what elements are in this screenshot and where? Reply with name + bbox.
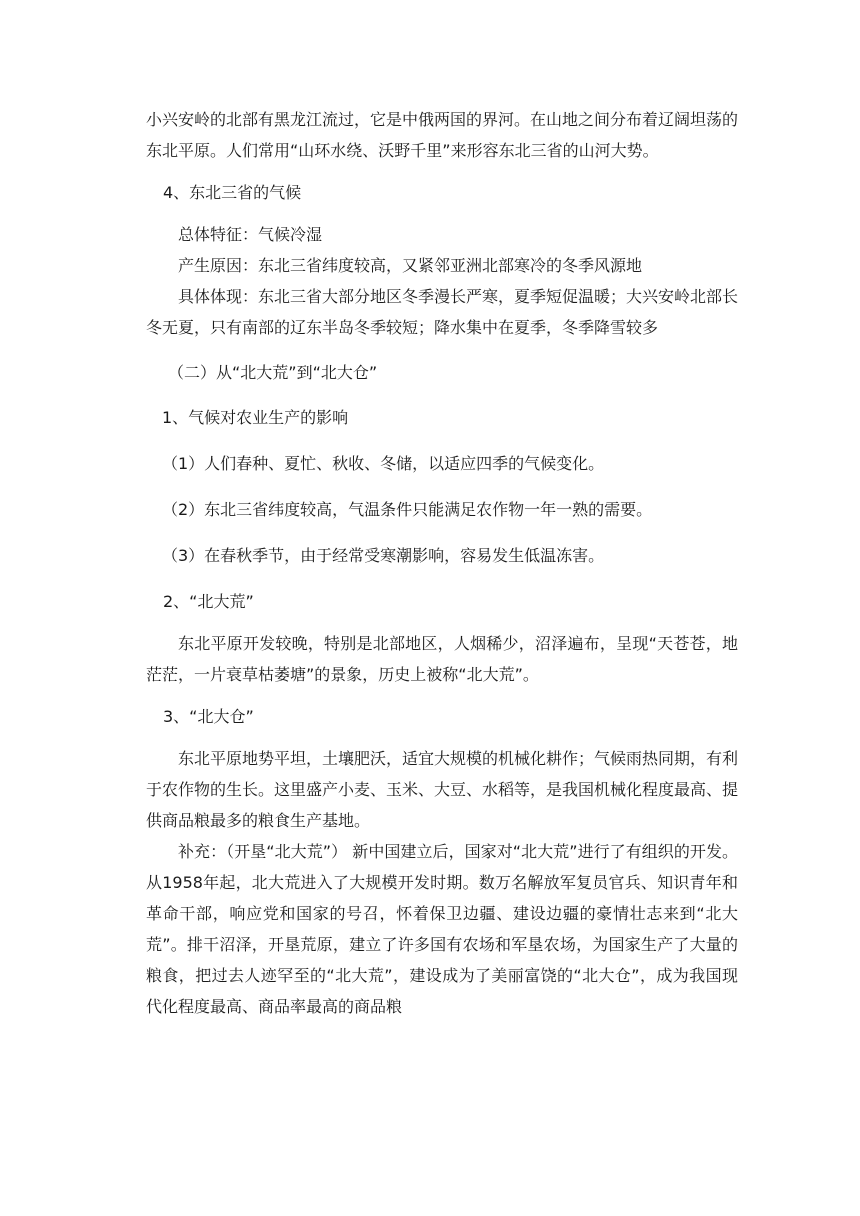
paragraph-beidacang: 东北平原地势平坦，土壤肥沃，适宜大规模的机械化耕作；气候雨热同期，有利于农作物的生长。这里盛产小麦、玉米、大豆、水稻等，是我国机械化程度最高、提供商品粮最多的粮食生产基地。 (146, 749, 739, 830)
list-item-3: （3）在春秋季节，由于经常受寒潮影响，容易发生低温冻害。 (162, 546, 605, 565)
list-item-1: （1）人们春种、夏忙、秋收、冬储，以适应四季的气候变化。 (162, 454, 605, 473)
heading-climate: 4、东北三省的气候 (163, 183, 302, 202)
climate-cause: 产生原因：东北三省纬度较高，又紧邻亚洲北部寒冷的冬季风源地 (178, 256, 643, 275)
climate-detail: 具体体现：东北三省大部分地区冬季漫长严寒，夏季短促温暖；大兴安岭北部长冬无夏，只有南部的辽东半岛冬季较短；降水集中在夏季，冬季降雪较多 (146, 287, 739, 337)
heading-beidacang: 3、“北大仓” (163, 707, 254, 726)
paragraph-supplement: 补充：（开垦“北大荒”） 新中国建立后，国家对“北大荒”进行了有组织的开发。从1958年起，北大荒进入了大规模开发时期。数万名解放军复员官兵、知识青年和革命干部，响应党和国家的号召，怀着保卫边疆、建设边疆的豪情壮志来到“北大荒”。排干沼泽，开垦荒原，建立了许多国有农场和军垦农场，为国家生产了大量的粮食，把过去人迹罕至的“北大荒”，建设成为了美丽富饶的“北大仓”，成为我国现代化程度最高、商品率最高的商品粮 (146, 842, 738, 1016)
document-body (146, 104, 738, 1022)
climate-feature: 总体特征：气候冷湿 (178, 225, 323, 244)
heading-climate-agriculture: 1、气候对农业生产的影响 (162, 408, 349, 427)
list-item-2: （2）东北三省纬度较高，气温条件只能满足农作物一年一熟的需要。 (162, 500, 653, 519)
paragraph-beidahuang: 东北平原开发较晚，特别是北部地区，人烟稀少，沼泽遍布，呈现“天苍苍，地茫茫，一片衰草枯萎塘”的景象，历史上被称“北大荒”。 (146, 634, 738, 684)
section-heading-2: （二）从“北大荒”到“北大仓” (168, 363, 378, 382)
heading-beidahuang: 2、“北大荒” (163, 592, 254, 611)
paragraph-geography: 小兴安岭的北部有黑龙江流过，它是中俄两国的界河。在山地之间分布着辽阔坦荡的东北平原。人们常用“山环水绕、沃野千里”来形容东北三省的山河大势。 (146, 110, 739, 160)
